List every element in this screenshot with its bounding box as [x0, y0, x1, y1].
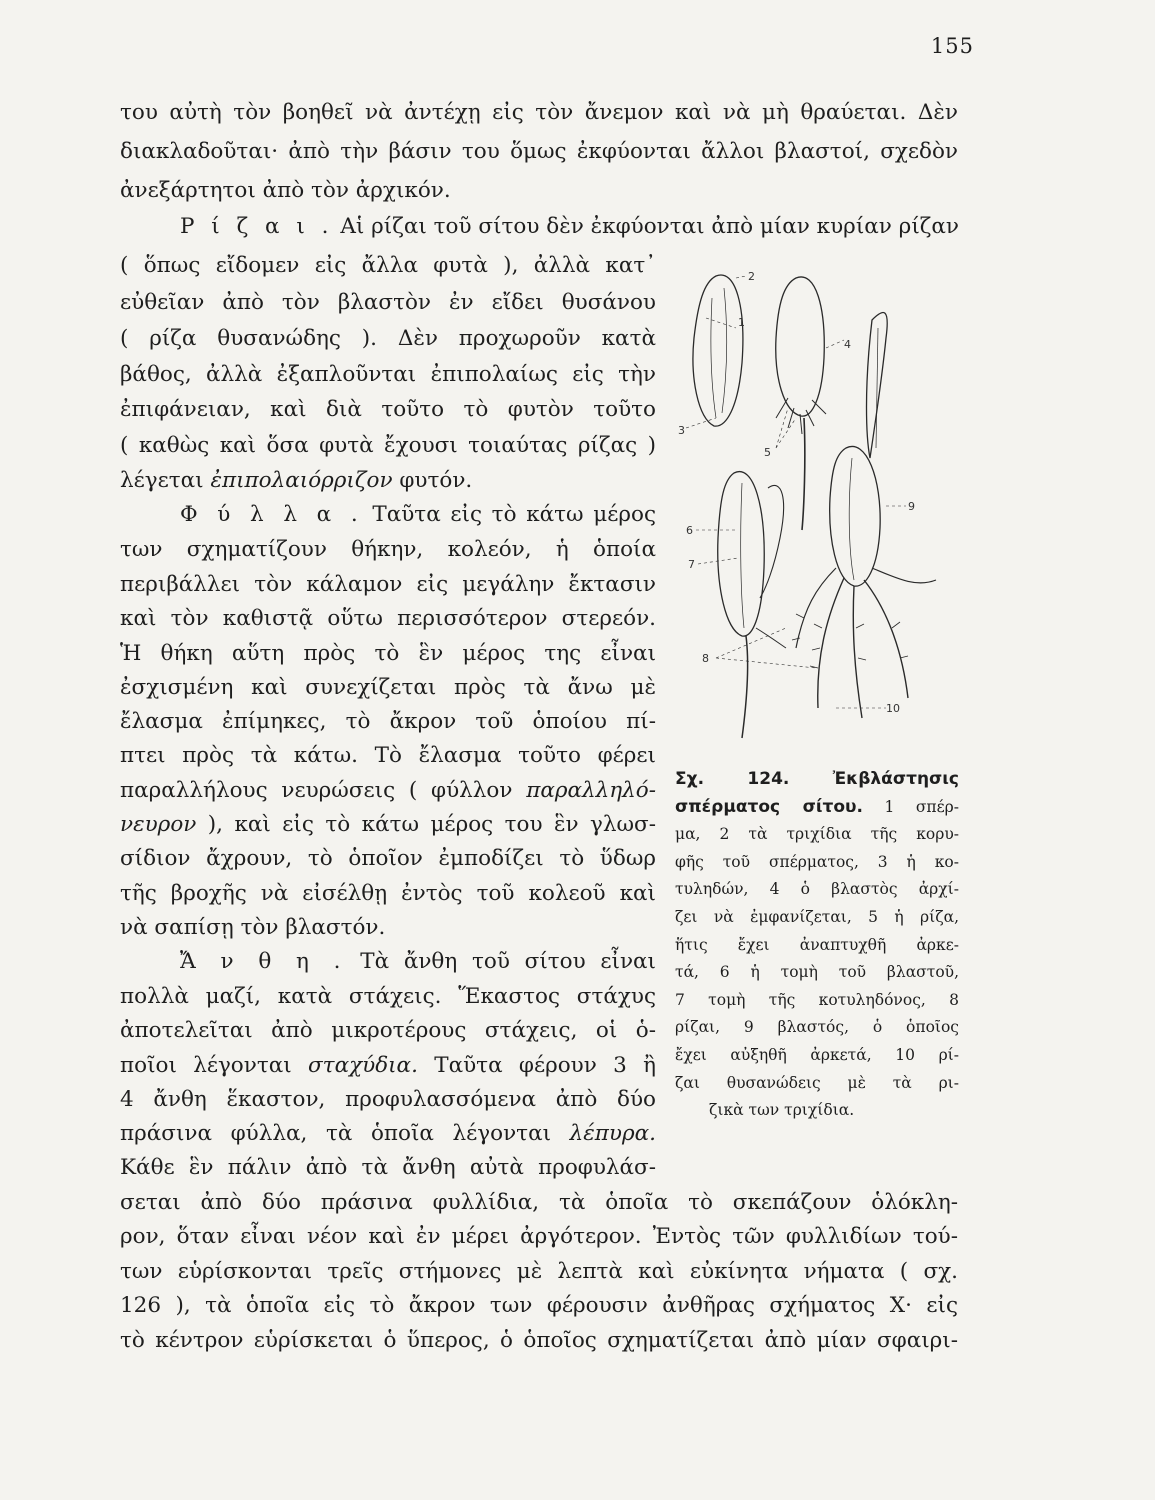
- text-line: λέγεται ἐπιπολαιόρριζον φυτόν.: [120, 468, 473, 493]
- italic-term: σταχύδια.: [308, 1053, 418, 1078]
- caption-line: μα, 2 τὰ τριχίδια τῆς κορυ-: [675, 825, 959, 844]
- text-line: ἐπιφάνειαν, καὶ διὰ τοῦτο τὸ φυτὸν τοῦτο: [120, 397, 656, 422]
- caption-line: 7 τομὴ τῆς κοτυληδόνος, 8: [675, 990, 959, 1009]
- text-line: πράσινα φύλλα, τὰ ὁποῖα λέγονται λέπυρα.: [120, 1121, 656, 1146]
- text-line: περιβάλλει τὸν κάλαμον εἰς μεγάλην ἔκτασιν: [120, 572, 656, 597]
- caption-line: ρίζαι, 9 βλαστός, ὁ ὁποῖος: [675, 1018, 959, 1037]
- figure-label: 5: [764, 446, 771, 459]
- text-line: πολλὰ μαζί, κατὰ στάχεις. Ἕκαστος στάχυς: [120, 984, 656, 1009]
- caption-line: φῆς τοῦ σπέρματος, 3 ἡ κο-: [675, 852, 959, 871]
- italic-term: ἐπιπολαιόρριζον: [210, 468, 393, 493]
- root-drawing: [818, 578, 844, 708]
- figure-label: 10: [886, 702, 900, 715]
- figure-label: 4: [844, 338, 851, 351]
- text-line: βάθος, ἀλλὰ ἐξαπλοῦνται ἐπιπολαίως εἰς τὴν: [120, 362, 656, 387]
- caption-line: τά, 6 ἡ τομὴ τοῦ βλαστοῦ,: [675, 963, 959, 982]
- italic-term: παραλληλό-: [526, 778, 656, 803]
- text-line: τῆς βροχῆς νὰ εἰσέλθῃ ἐντὸς τοῦ κολεοῦ καὶ: [120, 881, 656, 906]
- germinated-seed-drawing: [830, 446, 880, 586]
- text-line: ἀνεξάρτητοι ἀπὸ τὸν ἀρχικόν.: [120, 178, 451, 203]
- figure-label: 8: [702, 652, 709, 665]
- section-heading-leaves: Φ ύ λ λ α .: [180, 502, 363, 527]
- figure-caption: [675, 766, 959, 1125]
- section-heading-flowers: Ἄ ν θ η .: [180, 949, 346, 974]
- caption-title: Σχ. 124. Ἐκβλάστησις: [675, 769, 959, 789]
- text-line: Κάθε ἓν πάλιν ἀπὸ τὰ ἄνθη αὐτὰ προφυλάσ-: [120, 1155, 656, 1180]
- text-line: ( ὅπως εἴδομεν εἰς ἄλλα φυτὰ ), ἀλλὰ κατ᾽: [120, 253, 656, 278]
- text-line: των εὑρίσκονται τρεῖς στήμονες μὲ λεπτὰ καὶ εὐκίνητα νήματα ( σχ.: [120, 1259, 958, 1284]
- figure-label: 3: [678, 424, 685, 437]
- text-line: ἔλασμα ἐπίμηκες, τὸ ἄκρον τοῦ ὁποίου πί-: [120, 709, 656, 734]
- caption-line: ἥτις ἔχει ἀναπτυχθῆ ἀρκε-: [675, 935, 959, 954]
- sprouting-seed-drawing: [776, 277, 825, 416]
- figure-label: 1: [738, 316, 745, 329]
- figure-label: 2: [748, 270, 755, 283]
- caption-line: τυληδών, 4 ὁ βλαστὸς ἀρχί-: [675, 880, 959, 899]
- text-line: ἐσχισμένη καὶ συνεχίζεται πρὸς τὰ ἄνω μὲ: [120, 675, 656, 700]
- figure-label: 6: [686, 524, 693, 537]
- page-number: 155: [930, 34, 974, 58]
- text-line: τὸ κέντρον εὑρίσκεται ὁ ὕπερος, ὁ ὁποῖος σχηματίζεται ἀπὸ μίαν σφαιρι-: [120, 1328, 958, 1353]
- text-line: ρον, ὅταν εἶναι νέον καὶ ἐν μέρει ἀργότερον. Ἐντὸς τῶν φυλλιδίων τού-: [120, 1224, 958, 1249]
- seed-section-drawing: [718, 472, 764, 637]
- text-line: σίδιον ἄχρουν, τὸ ὁποῖον ἐμποδίζει τὸ ὕδωρ: [120, 846, 656, 871]
- text-line: παραλλήλους νευρώσεις ( φύλλον παραλληλό-: [120, 778, 656, 803]
- leaves-paragraph-first-line: Φ ύ λ λ α . Ταῦτα εἰς τὸ κάτω μέρος: [180, 502, 656, 527]
- section-heading-roots: Ρ ί ζ α ι .: [180, 214, 334, 239]
- text-line: Ἡ θήκη αὕτη πρὸς τὸ ἓν μέρος της εἶναι: [120, 641, 656, 666]
- roots-paragraph-first-line: Ρ ί ζ α ι . Αἱ ρίζαι τοῦ σίτου δὲν ἐκφύονται ἀπὸ μίαν κυρίαν ρίζαν: [180, 214, 959, 239]
- text-line: πτει πρὸς τὰ κάτω. Τὸ ἔλασμα τοῦτο φέρει: [120, 743, 656, 768]
- text-line: 4 ἄνθη ἕκαστον, προφυλασσόμενα ἀπὸ δύο: [120, 1087, 656, 1112]
- italic-term: νευρον: [120, 812, 197, 837]
- figure-label: 7: [688, 558, 695, 571]
- caption-line: σπέρματος σίτου. 1 σπέρ-: [675, 796, 959, 817]
- text-line: 126 ), τὰ ὁποῖα εἰς τὸ ἄκρον των φέρουσιν ἀνθῆρας σχήματος Χ· εἰς: [120, 1293, 958, 1318]
- text-line: ( ρίζα θυσανώδης ). Δὲν προχωροῦν κατὰ: [120, 326, 656, 351]
- caption-line: ἔχει αὐξηθῆ ἀρκετά, 10 ρί-: [675, 1045, 959, 1064]
- text-line: καὶ τὸν καθιστᾷ οὕτω περισσότερον στερεόν.: [120, 606, 656, 631]
- text-line: ποῖοι λέγονται σταχύδια. Ταῦτα φέρουν 3 ἢ: [120, 1053, 657, 1078]
- flowers-paragraph-first-line: Ἄ ν θ η . Τὰ ἄνθη τοῦ σίτου εἶναι: [180, 949, 656, 974]
- caption-line: ζει νὰ ἐμφανίζεται, 5 ἡ ρίζα,: [675, 907, 959, 926]
- seed-drawing: [693, 275, 743, 426]
- figure-label: 9: [908, 500, 915, 513]
- text-line: ἀποτελεῖται ἀπὸ μικροτέρους στάχεις, οἱ ὁ-: [120, 1018, 656, 1043]
- text-line: νὰ σαπίσῃ τὸν βλαστόν.: [120, 915, 386, 940]
- text-line: του αὐτὴ τὸν βοηθεῖ νὰ ἀντέχῃ εἰς τὸν ἄνεμον καὶ νὰ μὴ θραύεται. Δὲν: [120, 100, 958, 125]
- figure-wheat-seed-germination: [676, 268, 968, 746]
- text-line: διακλαδοῦται· ἀπὸ τὴν βάσιν του ὅμως ἐκφύονται ἄλλοι βλαστοί, σχεδὸν: [120, 139, 958, 164]
- caption-line: ζικὰ των τριχίδια.: [709, 1101, 855, 1120]
- italic-term: λέπυρα.: [569, 1121, 656, 1146]
- text-line: εὐθεῖαν ἀπὸ τὸν βλαστὸν ἐν εἴδει θυσάνου: [120, 290, 656, 315]
- text-line: νευρον ), καὶ εἰς τὸ κάτω μέρος του ἓν γλωσ-: [120, 812, 656, 837]
- text-line: σεται ἀπὸ δύο πράσινα φυλλίδια, τὰ ὁποῖα τὸ σκεπάζουν ὁλόκλη-: [120, 1190, 958, 1215]
- text-line: των σχηματίζουν θήκην, κολεόν, ἡ ὁποία: [120, 537, 656, 562]
- figure-labels: [678, 270, 915, 715]
- text-line: ( καθὼς καὶ ὅσα φυτὰ ἔχουσι τοιαύτας ρίζας ): [120, 433, 656, 458]
- caption-line: ζαι θυσανώδεις μὲ τὰ ρι-: [675, 1073, 959, 1092]
